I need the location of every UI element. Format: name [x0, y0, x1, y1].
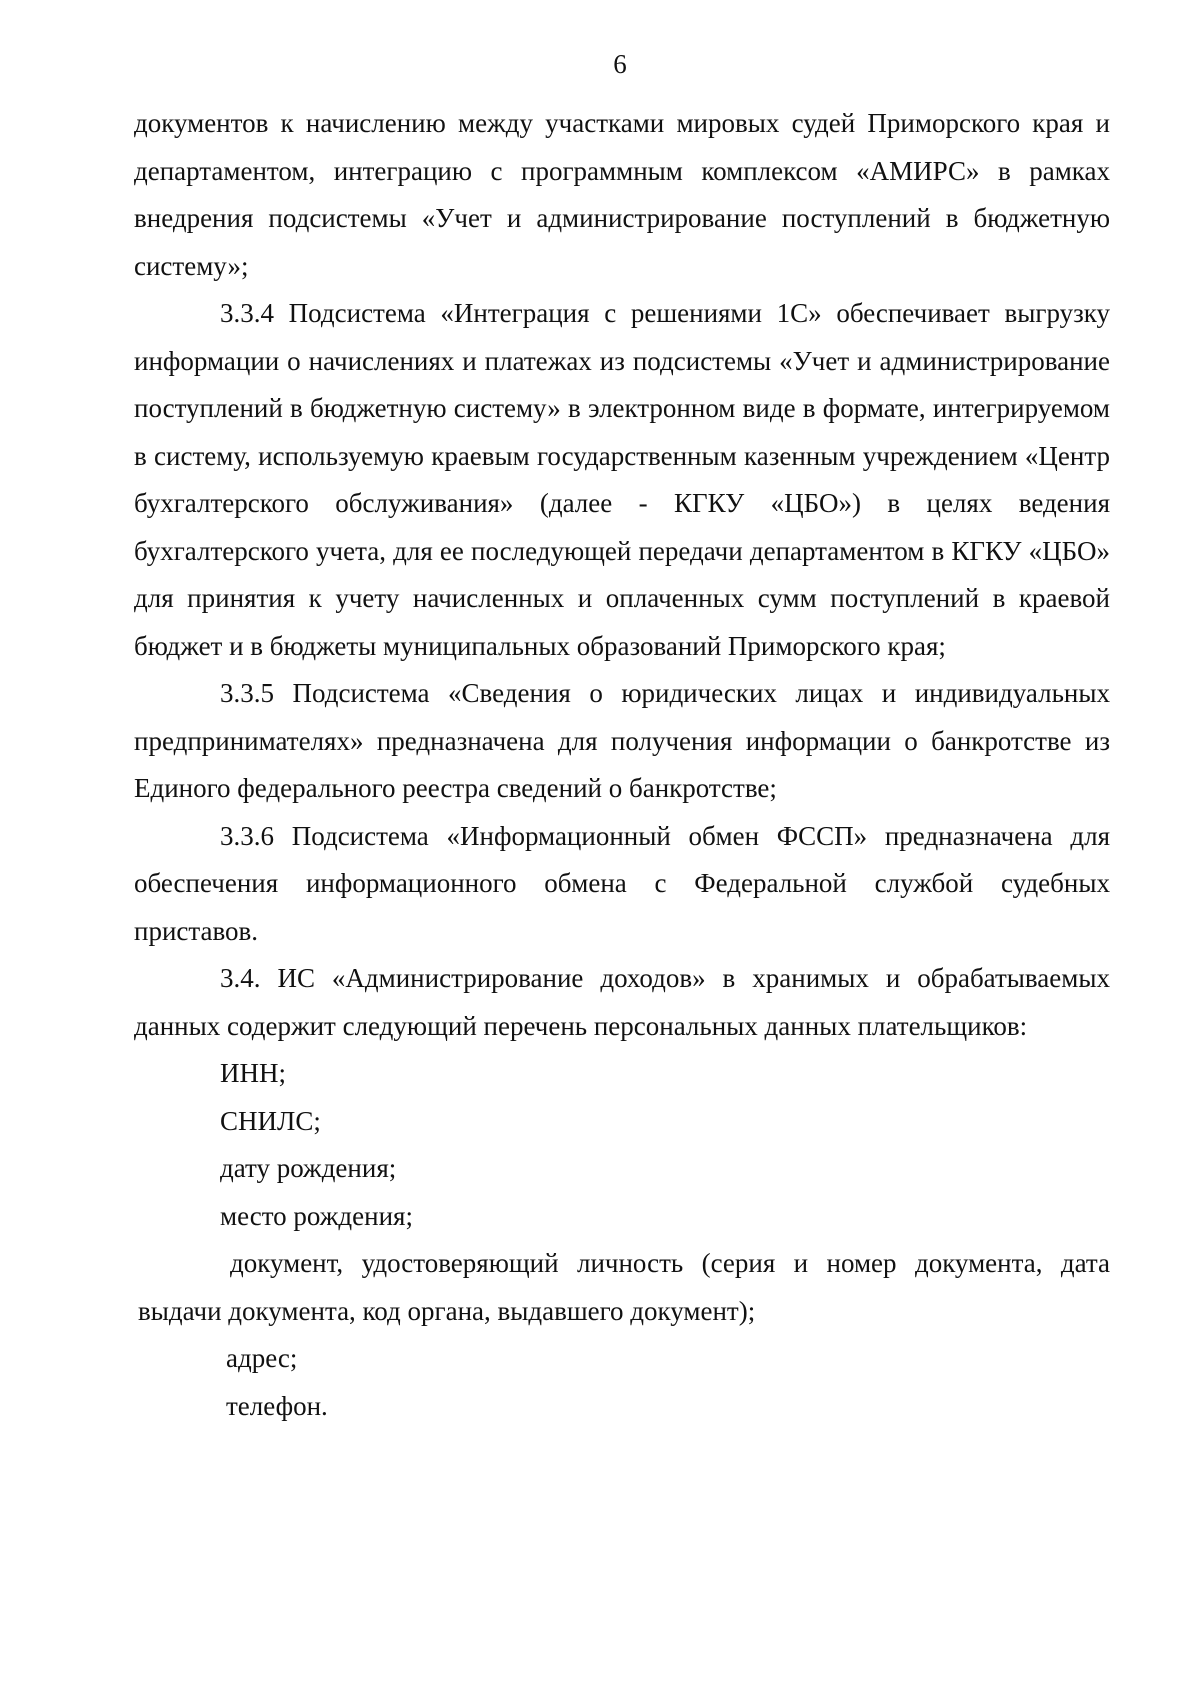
paragraph-3-4: 3.4. ИС «Администрирование доходов» в хранимых и обрабатываемых данных содержит следующий перечень персональных данных плательщиков: — [134, 963, 1110, 1041]
paragraph-3-3-4: 3.3.4 Подсистема «Интеграция с решениями 1С» обеспечивает выгрузку информации о начислениях и платежах из подсистемы «Учет и администрирование поступлений в бюджетную систему» в электронном виде в формате, интегрируемом в систему, используемую краевым государственным казенным учреждением «Центр бухгалтерского обслуживания» (далее - КГКУ «ЦБО») в целях ведения бухгалтерского учета, для ее последующей передачи департаментом в КГКУ «ЦБО» для принятия к учету начисленных и оплаченных сумм поступлений в краевой бюджет и в бюджеты муниципальных образований Приморского края; — [134, 298, 1110, 661]
page-number: 6 — [613, 49, 627, 79]
list-item-birth-place: место рождения; — [220, 1200, 413, 1231]
document-body — [134, 100, 1110, 1430]
list-item-phone: телефон. — [226, 1390, 328, 1421]
paragraph-3-3-6: 3.3.6 Подсистема «Информационный обмен ФССП» предназначена для обеспечения информационного обмена с Федеральной службой судебных приставов. — [134, 820, 1110, 946]
list-item-address: адрес; — [226, 1343, 298, 1373]
list-item-birth-date: дату рождения; — [220, 1153, 397, 1183]
list-item-identity-document: документ, удостоверяющий личность (серия и номер документа, дата выдачи документа, код органа, выдавшего документ); — [138, 1248, 1110, 1326]
list-item-inn: ИНН; — [220, 1058, 286, 1088]
list-item-snils: СНИЛС; — [220, 1105, 321, 1136]
paragraph-3-3-5: 3.3.5 Подсистема «Сведения о юридических лицах и индивидуальных предпринимателях» предназначена для получения информации о банкротстве из Единого федерального реестра сведений о банкротстве; — [134, 678, 1110, 803]
paragraph-continuation: документов к начислению между участками мировых судей Приморского края и департаментом, интеграцию с программным комплексом «АМИРС» в рамках внедрения подсистемы «Учет и администрирование поступлений в бюджетную систему»; — [134, 108, 1110, 281]
